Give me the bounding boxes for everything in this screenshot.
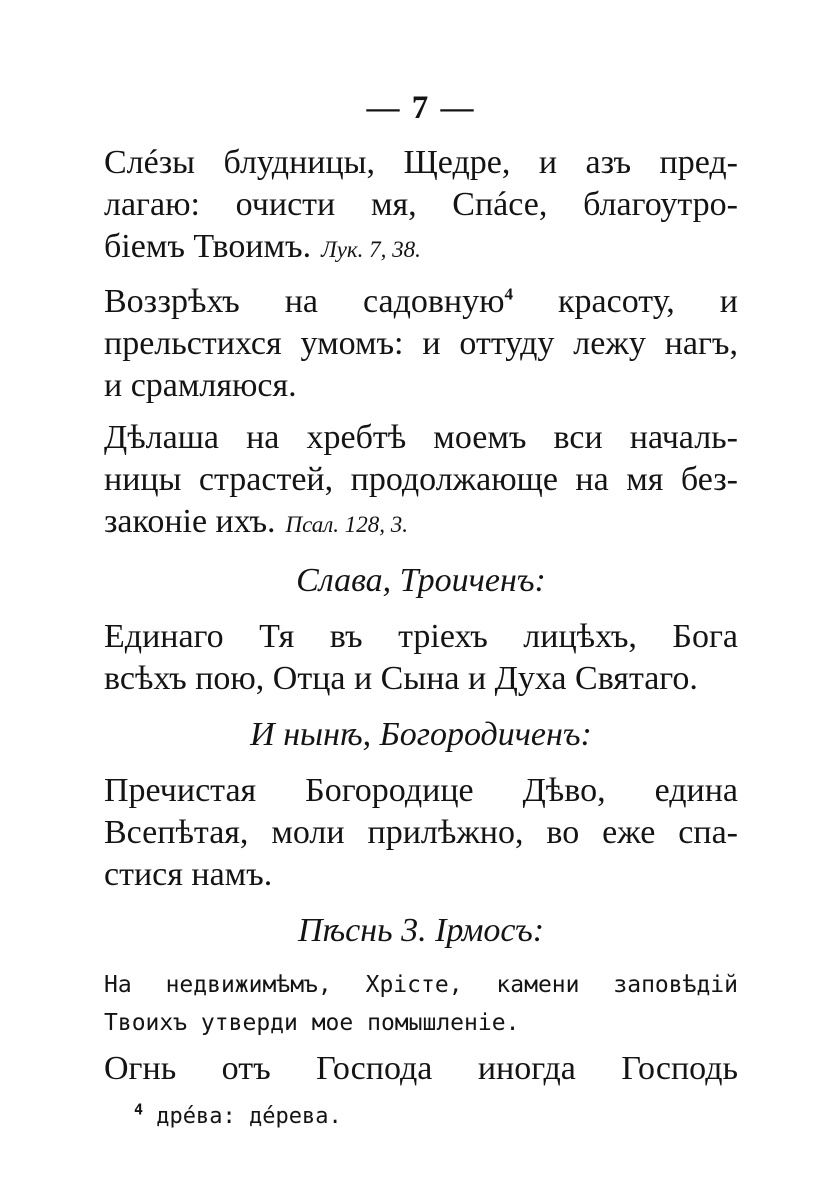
stanza-line: Всепѣтая, моли прилѣжно, во еже спа-: [104, 814, 738, 851]
stanza-line: Единаго Тя въ тріехъ лицѣхъ, Бога: [104, 618, 738, 655]
footnote-text: дрéва: дéрева.: [156, 1104, 342, 1129]
stanza-line-last: [104, 226, 738, 271]
page-number: — 7 —: [366, 90, 476, 126]
irmos-line: На недвижимѣмъ, Хрісте, камени заповѣдій: [104, 972, 738, 998]
footnote-mark: 4: [134, 1100, 144, 1119]
heading-ode: Пѣснь 3. Ірмосъ:: [297, 912, 545, 949]
footnote-mark: 4: [504, 284, 514, 304]
stanza-line: Пречистая Богородице Дѣво, едина: [104, 772, 738, 809]
irmos-text: [104, 966, 738, 1042]
heading-glory: Слава, Троиченъ:: [296, 562, 546, 599]
stanza-2: [104, 281, 738, 407]
stanza-line-with-footnote: [104, 281, 738, 323]
footnote: [134, 1100, 738, 1134]
book-page: [104, 88, 738, 1134]
stanza-line: Огнь отъ Господа иногда Господь: [104, 1050, 738, 1087]
stanza-line: и срамляюся.: [104, 367, 297, 404]
heading-now: И нынѣ, Богородиченъ:: [250, 716, 592, 753]
stanza-line-text: законіе ихъ.: [104, 503, 276, 540]
stanza-line: Дѣлаша на хребтѣ моемъ вси началь-: [104, 419, 738, 456]
stanza-1: [104, 142, 738, 271]
irmos-line: Твоихъ утверди мое помышленіе.: [104, 1010, 520, 1036]
stanza-trinity: [104, 616, 738, 700]
stanza-line: Слéзы блудницы, Щедре, и азъ пред-: [104, 144, 738, 181]
scripture-reference: Лук. 7, 38.: [321, 237, 421, 262]
stanza-line: ницы страстей, продолжающе на мя без-: [104, 461, 738, 498]
stanza-line: всѣхъ пою, Отца и Сына и Духа Святаго.: [104, 660, 698, 697]
stanza-fire: [104, 1048, 738, 1090]
stanza-line-text: красоту, и: [558, 283, 738, 320]
scripture-reference: Псал. 128, 3.: [285, 512, 409, 537]
stanza-line-text: біемъ Твоимъ.: [104, 228, 312, 265]
stanza-line-last: [104, 501, 738, 546]
stanza-line: лагаю: очисти мя, Спáсе, благоутро-: [104, 186, 738, 223]
stanza-line: прельстихся умомъ: и оттуду лежу нагъ,: [104, 325, 738, 362]
stanza-line-text: Воззрѣхъ на садовную: [104, 283, 505, 320]
stanza-line: стися намъ.: [104, 856, 273, 893]
stanza-theotokion: [104, 770, 738, 896]
stanza-3: [104, 417, 738, 546]
